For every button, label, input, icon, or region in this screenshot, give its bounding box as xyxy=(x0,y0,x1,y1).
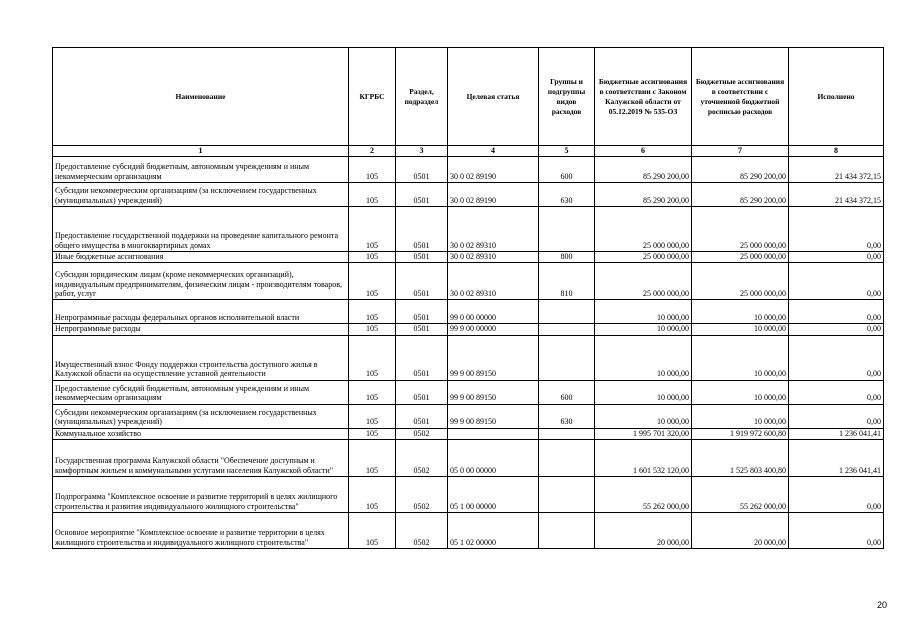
row-budget-law-cell: 85 290 200,00 xyxy=(595,157,692,183)
row-name-cell: Подпрограмма "Комплексное освоение и развитие территорий в целях жилищного строительства и развития индивидуального жилищного строительства" xyxy=(53,477,349,513)
row-ispolneno-cell: 0,00 xyxy=(789,300,884,324)
row-razdel-cell: 0501 xyxy=(396,252,448,263)
row-razdel-cell: 0501 xyxy=(396,263,448,300)
table-body xyxy=(53,157,884,549)
row-kgrbs-cell: 105 xyxy=(349,324,396,335)
row-celevaya-cell: 99 9 00 89150 xyxy=(448,335,539,380)
row-razdel-cell: 0501 xyxy=(396,324,448,335)
row-name-cell: Имущественный взнос Фонду поддержки строительства доступного жилья в Калужской области на осуществление уставной деятельности xyxy=(53,335,349,380)
row-kgrbs-cell: 105 xyxy=(349,513,396,549)
row-celevaya-cell xyxy=(448,428,539,439)
row-razdel-cell: 0502 xyxy=(396,477,448,513)
col-number: 8 xyxy=(789,146,884,157)
row-razdel-cell: 0502 xyxy=(396,513,448,549)
row-budget-roster-cell: 55 262 000,00 xyxy=(692,477,789,513)
header-gruppa: Группы и подгруппы видов расходов xyxy=(539,48,595,146)
row-budget-roster-cell: 85 290 200,00 xyxy=(692,183,789,207)
header-budget-roster: Бюджетные ассигнования в соответствии с уточненной бюджетной росписью расходов xyxy=(692,48,789,146)
row-kgrbs-cell: 105 xyxy=(349,428,396,439)
row-gruppa-cell: 800 xyxy=(539,252,595,263)
row-celevaya-cell: 99 9 00 89150 xyxy=(448,380,539,404)
row-budget-roster-cell: 10 000,00 xyxy=(692,380,789,404)
row-gruppa-cell: 630 xyxy=(539,404,595,428)
row-budget-law-cell: 10 000,00 xyxy=(595,404,692,428)
row-gruppa-cell xyxy=(539,207,595,252)
row-ispolneno-cell: 0,00 xyxy=(789,380,884,404)
row-budget-roster-cell: 20 000,00 xyxy=(692,513,789,549)
row-name-cell: Коммунальное хозяйство xyxy=(53,428,349,439)
row-name-cell: Непрограммные расходы федеральных органов исполнительной власти xyxy=(53,300,349,324)
row-budget-law-cell: 25 000 000,00 xyxy=(595,207,692,252)
row-name-cell: Основное мероприятие "Комплексное освоение и развитие территории в целях жилищного строительства и индивидуального жилищного строительства" xyxy=(53,513,349,549)
row-budget-law-cell: 10 000,00 xyxy=(595,380,692,404)
col-number: 2 xyxy=(349,146,396,157)
row-gruppa-cell xyxy=(539,324,595,335)
row-budget-law-cell: 1 601 532 120,00 xyxy=(595,440,692,477)
row-razdel-cell: 0501 xyxy=(396,335,448,380)
row-budget-roster-cell: 10 000,00 xyxy=(692,324,789,335)
row-celevaya-cell: 30 0 02 89190 xyxy=(448,157,539,183)
table-row xyxy=(53,440,884,477)
row-gruppa-cell: 600 xyxy=(539,380,595,404)
col-number: 1 xyxy=(53,146,349,157)
row-razdel-cell: 0501 xyxy=(396,380,448,404)
row-razdel-cell: 0501 xyxy=(396,300,448,324)
row-razdel-cell: 0501 xyxy=(396,404,448,428)
header-name: Наименование xyxy=(53,48,349,146)
row-gruppa-cell: 810 xyxy=(539,263,595,300)
row-name-cell: Субсидии юридическим лицам (кроме некоммерческих организаций), индивидуальным предпринимателям, физическим лицам - производителям товаров, работ, услуг xyxy=(53,263,349,300)
header-kgrbs: КГРБС xyxy=(349,48,396,146)
col-number: 5 xyxy=(539,146,595,157)
row-budget-law-cell: 10 000,00 xyxy=(595,324,692,335)
row-budget-law-cell: 1 995 701 320,00 xyxy=(595,428,692,439)
header-celevaya: Целевая статья xyxy=(448,48,539,146)
row-celevaya-cell: 30 0 02 89190 xyxy=(448,183,539,207)
table-row xyxy=(53,380,884,404)
row-budget-law-cell: 25 000 000,00 xyxy=(595,252,692,263)
row-gruppa-cell xyxy=(539,513,595,549)
row-ispolneno-cell: 1 236 041,41 xyxy=(789,440,884,477)
row-ispolneno-cell: 0,00 xyxy=(789,335,884,380)
budget-execution-table xyxy=(52,47,884,549)
table-row xyxy=(53,477,884,513)
row-budget-law-cell: 10 000,00 xyxy=(595,335,692,380)
row-ispolneno-cell: 21 434 372,15 xyxy=(789,157,884,183)
row-razdel-cell: 0501 xyxy=(396,183,448,207)
row-budget-roster-cell: 25 000 000,00 xyxy=(692,263,789,300)
row-ispolneno-cell: 0,00 xyxy=(789,477,884,513)
row-kgrbs-cell: 105 xyxy=(349,183,396,207)
table-row xyxy=(53,157,884,183)
row-ispolneno-cell: 0,00 xyxy=(789,252,884,263)
row-razdel-cell: 0501 xyxy=(396,157,448,183)
table-row xyxy=(53,513,884,549)
row-budget-roster-cell: 25 000 000,00 xyxy=(692,252,789,263)
row-gruppa-cell xyxy=(539,300,595,324)
row-budget-roster-cell: 10 000,00 xyxy=(692,335,789,380)
row-name-cell: Субсидии некоммерческим организациям (за исключением государственных (муниципальных) учреждений) xyxy=(53,404,349,428)
row-budget-law-cell: 10 000,00 xyxy=(595,300,692,324)
row-gruppa-cell: 600 xyxy=(539,157,595,183)
row-kgrbs-cell: 105 xyxy=(349,440,396,477)
row-kgrbs-cell: 105 xyxy=(349,157,396,183)
row-name-cell: Предоставление субсидий бюджетным, автономным учреждениям и иным некоммерческим организациям xyxy=(53,157,349,183)
row-name-cell: Государственная программа Калужской области "Обеспечение доступным и комфортным жильем и коммунальными услугами населения Калужской области" xyxy=(53,440,349,477)
row-kgrbs-cell: 105 xyxy=(349,207,396,252)
row-gruppa-cell xyxy=(539,428,595,439)
table-row xyxy=(53,300,884,324)
row-celevaya-cell: 30 0 02 89310 xyxy=(448,263,539,300)
row-ispolneno-cell: 0,00 xyxy=(789,207,884,252)
row-celevaya-cell: 05 1 00 00000 xyxy=(448,477,539,513)
row-gruppa-cell xyxy=(539,440,595,477)
col-number: 3 xyxy=(396,146,448,157)
row-ispolneno-cell: 0,00 xyxy=(789,513,884,549)
row-kgrbs-cell: 105 xyxy=(349,263,396,300)
row-gruppa-cell xyxy=(539,477,595,513)
row-name-cell: Иные бюджетные ассигнования xyxy=(53,252,349,263)
row-ispolneno-cell: 1 236 041,41 xyxy=(789,428,884,439)
row-razdel-cell: 0502 xyxy=(396,440,448,477)
row-razdel-cell: 0502 xyxy=(396,428,448,439)
table-row xyxy=(53,324,884,335)
row-name-cell: Предоставление государственной поддержки на проведение капитального ремонта общего имущества в многоквартирных домах xyxy=(53,207,349,252)
row-kgrbs-cell: 105 xyxy=(349,300,396,324)
table-row xyxy=(53,335,884,380)
row-ispolneno-cell: 0,00 xyxy=(789,324,884,335)
row-gruppa-cell xyxy=(539,335,595,380)
row-ispolneno-cell: 21 434 372,15 xyxy=(789,183,884,207)
row-name-cell: Предоставление субсидий бюджетным, автономным учреждениям и иным некоммерческим организациям xyxy=(53,380,349,404)
page-number: 20 xyxy=(877,600,888,610)
row-kgrbs-cell: 105 xyxy=(349,477,396,513)
row-budget-law-cell: 85 290 200,00 xyxy=(595,183,692,207)
row-budget-roster-cell: 10 000,00 xyxy=(692,300,789,324)
col-number: 6 xyxy=(595,146,692,157)
row-budget-roster-cell: 1 525 803 400,80 xyxy=(692,440,789,477)
row-razdel-cell: 0501 xyxy=(396,207,448,252)
row-budget-roster-cell: 10 000,00 xyxy=(692,404,789,428)
row-ispolneno-cell: 0,00 xyxy=(789,404,884,428)
row-celevaya-cell: 30 0 02 89310 xyxy=(448,252,539,263)
table-row xyxy=(53,263,884,300)
row-celevaya-cell: 99 0 00 00000 xyxy=(448,300,539,324)
row-name-cell: Непрограммные расходы xyxy=(53,324,349,335)
header-budget-law: Бюджетные ассигнования в соответствии с Законом Калужской области от 05.12.2019 № 535-ОЗ xyxy=(595,48,692,146)
header-razdel: Раздел, подраздел xyxy=(396,48,448,146)
table-row xyxy=(53,183,884,207)
row-budget-law-cell: 55 262 000,00 xyxy=(595,477,692,513)
row-celevaya-cell: 30 0 02 89310 xyxy=(448,207,539,252)
row-kgrbs-cell: 105 xyxy=(349,335,396,380)
row-kgrbs-cell: 105 xyxy=(349,404,396,428)
row-celevaya-cell: 05 1 02 00000 xyxy=(448,513,539,549)
row-ispolneno-cell: 0,00 xyxy=(789,263,884,300)
row-celevaya-cell: 99 9 00 00000 xyxy=(448,324,539,335)
col-number: 4 xyxy=(448,146,539,157)
row-budget-roster-cell: 85 290 200,00 xyxy=(692,157,789,183)
row-budget-law-cell: 20 000,00 xyxy=(595,513,692,549)
table-row xyxy=(53,207,884,252)
row-gruppa-cell: 630 xyxy=(539,183,595,207)
row-budget-roster-cell: 1 919 972 600,80 xyxy=(692,428,789,439)
row-kgrbs-cell: 105 xyxy=(349,380,396,404)
row-budget-roster-cell: 25 000 000,00 xyxy=(692,207,789,252)
row-kgrbs-cell: 105 xyxy=(349,252,396,263)
row-budget-law-cell: 25 000 000,00 xyxy=(595,263,692,300)
header-row xyxy=(53,48,884,146)
col-number: 7 xyxy=(692,146,789,157)
row-celevaya-cell: 99 9 00 89150 xyxy=(448,404,539,428)
row-name-cell: Субсидии некоммерческим организациям (за исключением государственных (муниципальных) учреждений) xyxy=(53,183,349,207)
row-celevaya-cell: 05 0 00 00000 xyxy=(448,440,539,477)
table-row xyxy=(53,252,884,263)
table-row xyxy=(53,404,884,428)
header-ispolneno: Исполнено xyxy=(789,48,884,146)
table-row xyxy=(53,428,884,439)
column-number-row xyxy=(53,146,884,157)
